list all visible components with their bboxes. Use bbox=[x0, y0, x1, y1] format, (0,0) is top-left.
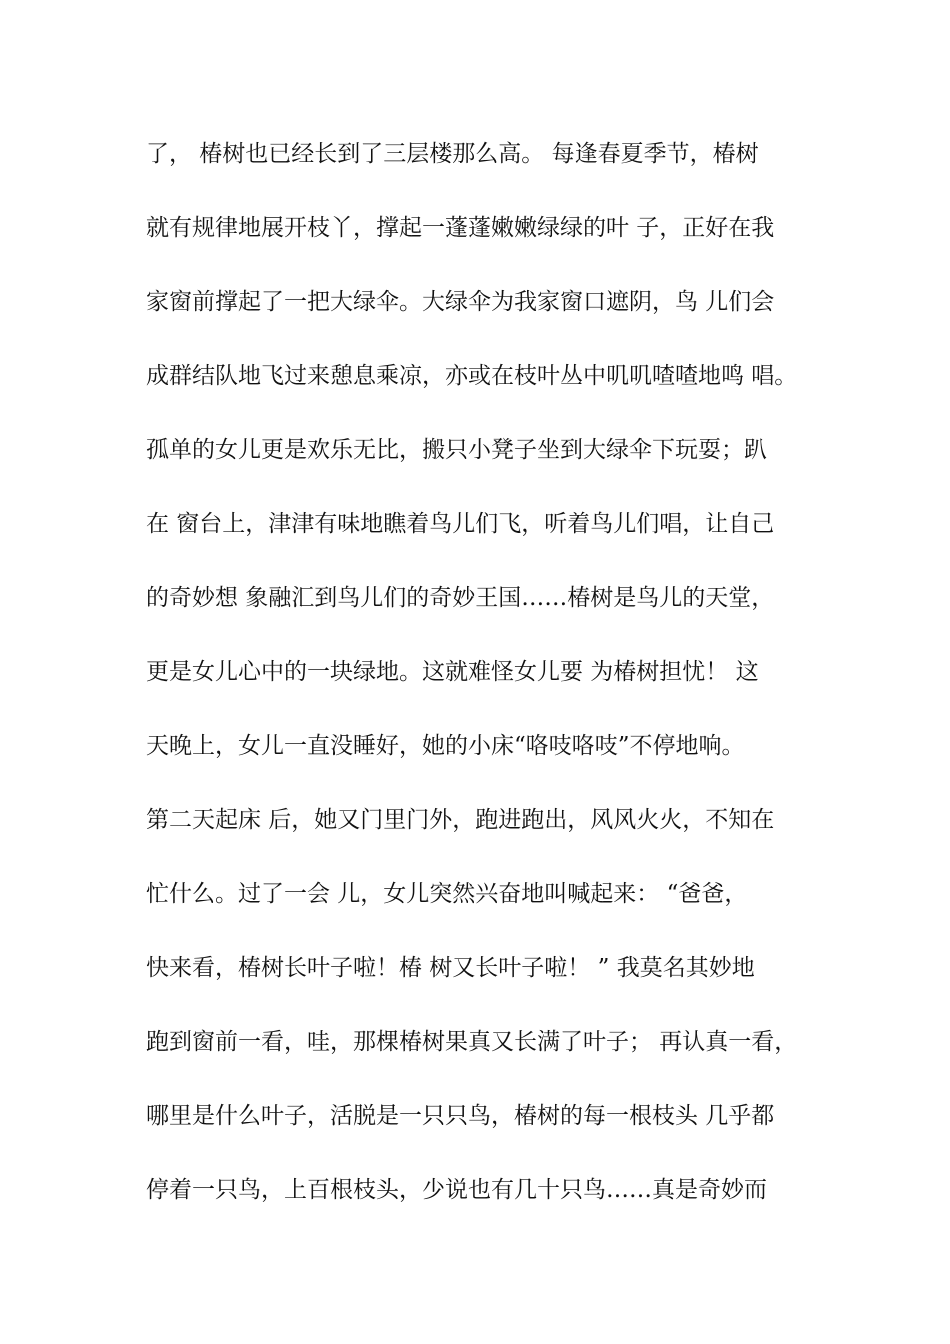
text-line: 天晚上，女儿一直没睡好，她的小床“咯吱咯吱”不停地响。 bbox=[146, 733, 745, 759]
body-text bbox=[146, 128, 836, 1238]
text-line: 家窗前撑起了一把大绿伞。大绿伞为我家窗口遮阴，鸟 儿们会 bbox=[146, 289, 775, 315]
text-line: 哪里是什么叶子，活脱是一只只鸟，椿树的每一根枝头 几乎都 bbox=[146, 1103, 775, 1129]
text-line: 就有规律地展开枝丫，撑起一蓬蓬嫩嫩绿绿的叶 子，正好在我 bbox=[146, 215, 775, 241]
text-line: 跑到窗前一看，哇，那棵椿树果真又长满了叶子； 再认真一看， bbox=[146, 1029, 798, 1055]
text-line: 快来看，椿树长叶子啦！椿 树又长叶子啦！ ” 我莫名其妙地 bbox=[146, 955, 755, 981]
text-line: 忙什么。过了一会 儿，女儿突然兴奋地叫喊起来： “爸爸， bbox=[146, 881, 748, 907]
text-line: 的奇妙想 象融汇到鸟儿们的奇妙王国……椿树是鸟儿的天堂， bbox=[146, 585, 775, 611]
text-line: 在 窗台上，津津有味地瞧着鸟儿们飞，听着鸟儿们唱，让自己 bbox=[146, 511, 775, 537]
text-line: 孤单的女儿更是欢乐无比，搬只小凳子坐到大绿伞下玩耍；趴 bbox=[146, 437, 767, 463]
text-line: 更是女儿心中的一块绿地。这就难怪女儿要 为椿树担忧！ 这 bbox=[146, 659, 759, 685]
text-line: 了， 椿树也已经长到了三层楼那么高。 每逢春夏季节，椿树 bbox=[146, 141, 759, 167]
text-line: 第二天起床 后，她又门里门外，跑进跑出，风风火火，不知在 bbox=[146, 807, 775, 833]
text-line: 成群结队地飞过来憩息乘凉，亦或在枝叶丛中叽叽喳喳地鸣 唱。 bbox=[146, 363, 798, 389]
text-line: 停着一只鸟，上百根枝头，少说也有几十只鸟……真是奇妙而 bbox=[146, 1177, 767, 1203]
